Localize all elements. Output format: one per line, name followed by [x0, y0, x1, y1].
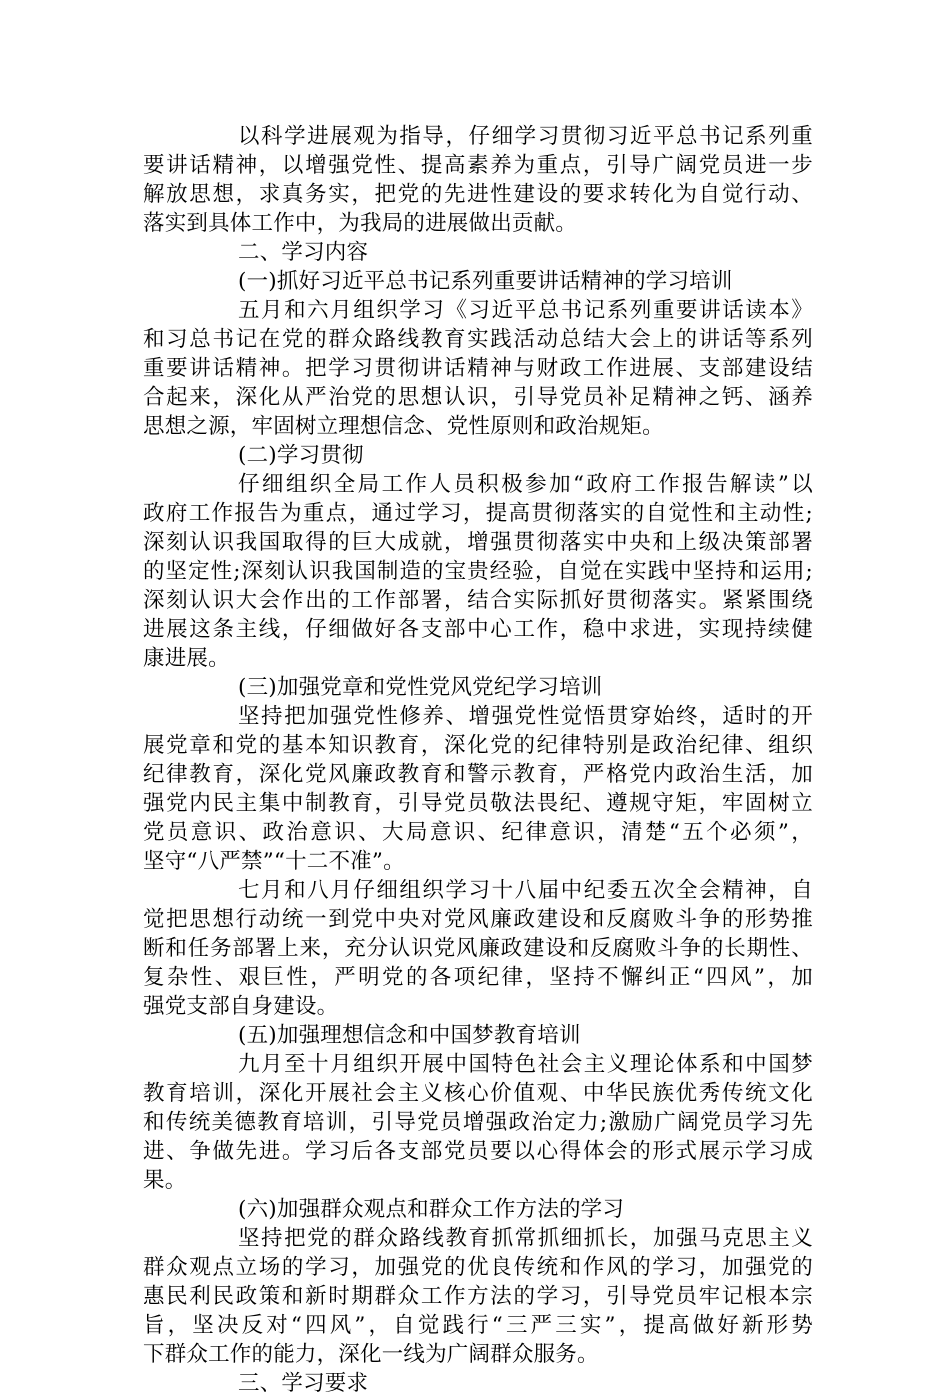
text-line: (三)加强党章和党性党风党纪学习培训: [238, 675, 603, 700]
text-line: 展党章和党的基本知识教育，深化党的纪律特别是政治纪律、组织: [143, 733, 813, 758]
text-line: 强党支部自身建设。: [143, 994, 339, 1019]
text-line: 进、争做先进。学习后各支部党员要以心得体会的形式展示学习成: [143, 1139, 813, 1164]
text-line: 深刻认识我国取得的巨大成就，增强贯彻落实中央和上级决策部署: [143, 530, 813, 555]
subheading-6: [143, 1195, 813, 1224]
text-line: 下群众工作的能力，深化一线为广阔群众服务。: [143, 1342, 599, 1367]
section-heading-3: [143, 1369, 813, 1398]
text-line: 七月和八月仔细组织学习十八届中纪委五次全会精神，自: [238, 878, 813, 903]
text-line: 教育培训，深化开展社会主义核心价值观、中华民族优秀传统文化: [143, 1081, 813, 1106]
text-line: 旨，坚决反对“四风”，自觉践行“三严三实”，提高做好新形势: [143, 1313, 813, 1338]
text-line: 坚持把加强党性修养、增强党性觉悟贯穿始终，适时的开: [238, 704, 813, 729]
text-line: 三、学习要求: [238, 1371, 369, 1396]
text-line: 复杂性、艰巨性，严明党的各项纪律，坚持不懈纠正“四风”，加: [143, 965, 813, 990]
paragraph-5: [143, 1050, 813, 1195]
text-line: 政府工作报告为重点，通过学习，提高贯彻落实的自觉性和主动性;: [143, 501, 813, 526]
text-line: 康进展。: [143, 646, 230, 671]
text-line: 五月和六月组织学习《习近平总书记系列重要讲话读本》: [238, 298, 813, 323]
paragraph-3: [143, 702, 813, 876]
subheading-5: [143, 1021, 813, 1050]
text-line: 深刻认识大会作出的工作部署，结合实际抓好贯彻落实。紧紧围绕: [143, 588, 813, 613]
text-line: 落实到具体工作中，为我局的进展做出贡献。: [143, 211, 578, 236]
text-line: 仔细组织全局工作人员积极参加“政府工作报告解读”以: [238, 472, 813, 497]
text-line: 和传统美德教育培训，引导党员增强政治定力;激励广阔党员学习先: [143, 1110, 813, 1135]
text-line: 强党内民主集中制教育，引导党员敬法畏纪、遵规守矩，牢固树立: [143, 791, 813, 816]
text-line: 坚守“八严禁”“十二不准”。: [143, 849, 405, 874]
text-line: 纪律教育，深化党风廉政教育和警示教育，严格党内政治生活，加: [143, 762, 813, 787]
text-line: 坚持把党的群众路线教育抓常抓细抓长，加强马克思主义: [238, 1226, 813, 1251]
text-line: 思想之源，牢固树立理想信念、党性原则和政治规矩。: [143, 414, 664, 439]
paragraph-2: [143, 470, 813, 673]
text-line: 断和任务部署上来，充分认识党风廉政建设和反腐败斗争的长期性、: [143, 936, 813, 961]
section-heading-2: [143, 238, 813, 267]
text-line: (五)加强理想信念和中国梦教育培训: [238, 1023, 581, 1048]
text-line: 以科学进展观为指导，仔细学习贯彻习近平总书记系列重: [238, 124, 813, 149]
text-line: 解放思想，求真务实，把党的先进性建设的要求转化为自觉行动、: [143, 182, 813, 207]
text-line: 惠民利民政策和新时期群众工作方法的学习，引导党员牢记根本宗: [143, 1284, 813, 1309]
text-line: 和习总书记在党的群众路线教育实践活动总结大会上的讲话等系列: [143, 327, 813, 352]
document-page: [143, 122, 813, 1398]
subheading-1: [143, 267, 813, 296]
paragraph-1: [143, 296, 813, 441]
subheading-2: [143, 441, 813, 470]
text-line: 要讲话精神，以增强党性、提高素养为重点，引导广阔党员进一步: [143, 153, 813, 178]
text-line: 九月至十月组织开展中国特色社会主义理论体系和中国梦: [238, 1052, 813, 1077]
text-line: (一)抓好习近平总书记系列重要讲话精神的学习培训: [238, 269, 733, 294]
text-line: 的坚定性;深刻认识我国制造的宝贵经验，自觉在实践中坚持和运用;: [143, 559, 813, 584]
text-line: 合起来，深化从严治党的思想认识，引导党员补足精神之钙、涵养: [143, 385, 813, 410]
text-line: 进展这条主线，仔细做好各支部中心工作，稳中求进，实现持续健: [143, 617, 813, 642]
text-line: (二)学习贯彻: [238, 443, 364, 468]
text-line: 党员意识、政治意识、大局意识、纪律意识，清楚“五个必须”，: [143, 820, 813, 845]
text-line: 觉把思想行动统一到党中央对党风廉政建设和反腐败斗争的形势推: [143, 907, 813, 932]
text-line: 群众观点立场的学习，加强党的优良传统和作风的学习，加强党的: [143, 1255, 813, 1280]
text-line: 二、学习内容: [238, 240, 369, 265]
intro-paragraph: [143, 122, 813, 238]
paragraph-4: [143, 876, 813, 1021]
text-line: 重要讲话精神。把学习贯彻讲话精神与财政工作进展、支部建设结: [143, 356, 813, 381]
text-line: 果。: [143, 1168, 187, 1193]
paragraph-6: [143, 1224, 813, 1369]
subheading-3: [143, 673, 813, 702]
text-line: (六)加强群众观点和群众工作方法的学习: [238, 1197, 625, 1222]
